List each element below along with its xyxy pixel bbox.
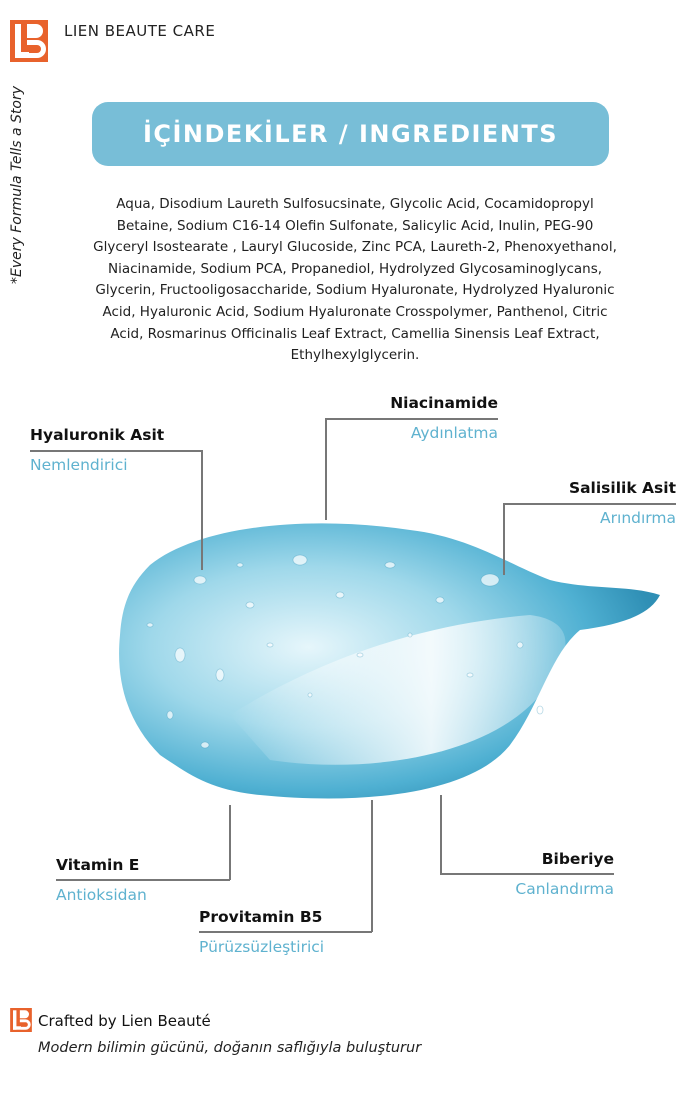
callout-vitamin-e-line (56, 879, 230, 881)
footer-crafted-by: Crafted by Lien Beauté (38, 1012, 211, 1030)
callout-salicylic-name: Salisilik Asit (568, 479, 676, 497)
tagline-container (6, 75, 28, 295)
callout-salicylic-benefit: Arındırma (600, 509, 676, 527)
callout-rosemary-line (440, 873, 614, 875)
gel-texture-image (110, 505, 665, 815)
callout-provitamin-b5-name: Provitamin B5 (199, 908, 323, 926)
callout-rosemary-benefit: Canlandırma (515, 880, 614, 898)
callout-hyaluronic-benefit: Nemlendirici (30, 456, 128, 474)
callout-provitamin-b5-connector (371, 800, 373, 932)
callout-vitamin-e-name: Vitamin E (56, 856, 140, 874)
callout-niacinamide-line (325, 418, 498, 420)
callout-niacinamide-name: Niacinamide (390, 394, 498, 412)
callout-rosemary-connector (440, 795, 442, 874)
page-title: İÇİNDEKİLER / INGREDIENTS (142, 120, 559, 148)
brand-logo-icon (10, 20, 48, 62)
callout-salicylic-line (503, 503, 676, 505)
brand-name: LIEN BEAUTE CARE (64, 22, 216, 40)
callout-niacinamide-benefit: Aydınlatma (410, 424, 498, 442)
ingredients-list: Aqua, Disodium Laureth Sulfosucsinate, Glycolic Acid, Cocamidopropyl Betaine, Sodium C16-14 Olefin Sulfonate, Salicylic Acid, Inulin, PEG-90 Glyceryl Isostearate , Lauryl Glucoside, Zinc PCA, Laureth-2, Phenoxyethanol, Niacinamide, Sodium PCA, Propanediol, Hydrolyzed Glycosaminoglycans, Glycerin, Fructooligosaccharide, Sodium Hyaluronate, Hydrolyzed Hyaluronic Acid, Hyaluronic Acid, Sodium Hyaluronate Crosspolymer, Panthenol, Citric Acid, Rosmarinus Officinalis Leaf Extract, Camellia Sinensis Leaf Extract, Ethylhexylglycerin. (93, 196, 617, 364)
callout-vitamin-e-connector (229, 805, 231, 880)
callout-hyaluronic-line (30, 450, 202, 452)
tagline: *Every Formula Tells a Story (9, 85, 25, 285)
ingredients-title-banner (92, 102, 609, 166)
callout-vitamin-e-benefit: Antioksidan (56, 886, 147, 904)
callout-provitamin-b5-line (199, 931, 372, 933)
callout-provitamin-b5-benefit: Pürüzsüzleştirici (199, 938, 325, 956)
callout-rosemary-name: Biberiye (541, 850, 614, 868)
footer-logo-icon (10, 1008, 32, 1032)
callout-hyaluronic-connector (201, 450, 203, 570)
callout-salicylic-connector (503, 503, 505, 575)
callout-hyaluronic-name: Hyaluronik Asit (30, 426, 165, 444)
footer-slogan: Modern bilimin gücünü, doğanın saflığıyla buluşturur (38, 1040, 422, 1056)
callout-niacinamide-connector (325, 418, 327, 520)
